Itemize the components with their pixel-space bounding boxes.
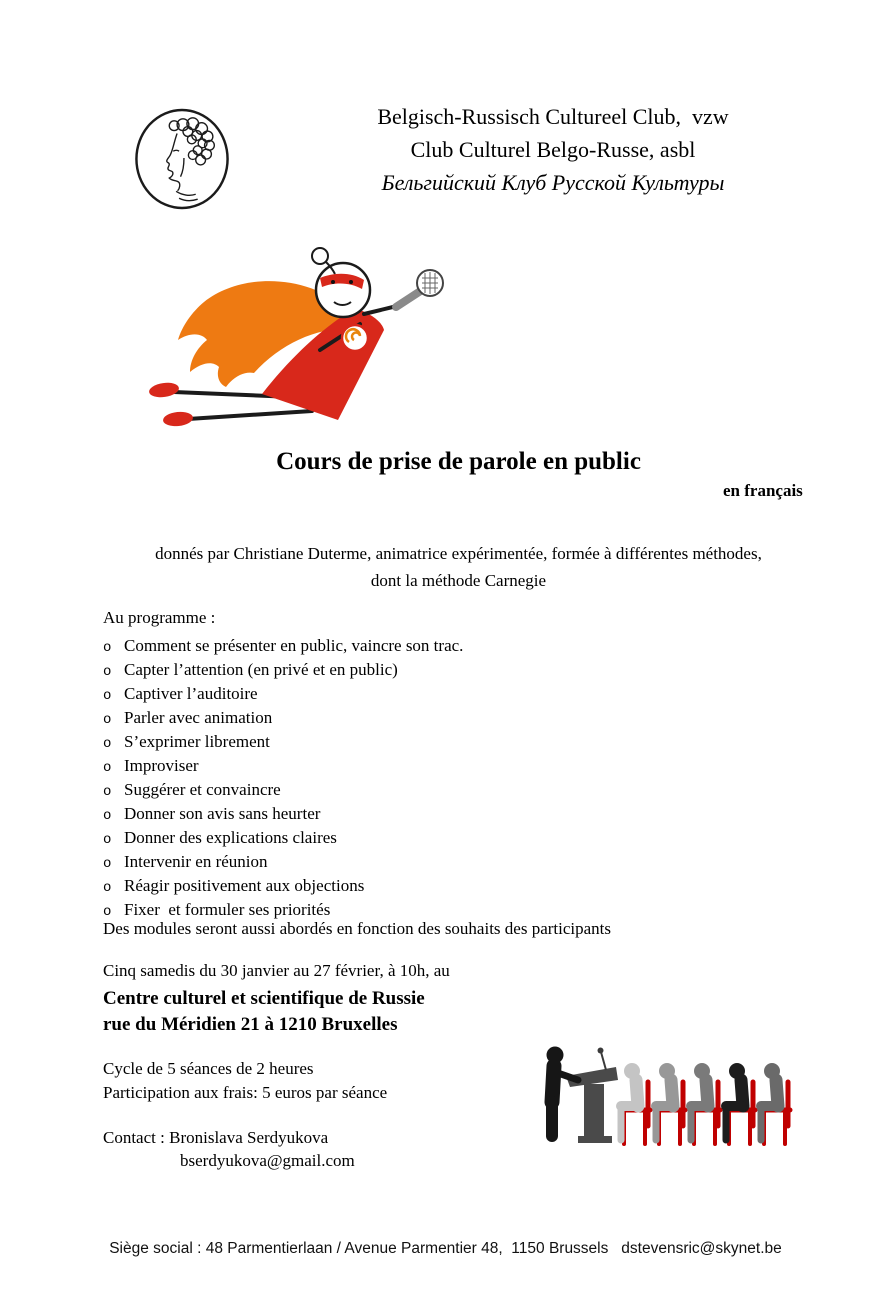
venue-name: Centre culturel et scientifique de Russie bbox=[103, 988, 425, 1009]
program-list bbox=[103, 635, 703, 923]
pushkin-portrait-icon bbox=[133, 107, 231, 211]
speaker-silhouette bbox=[547, 1047, 579, 1137]
shoe bbox=[162, 410, 193, 427]
club-logo bbox=[133, 107, 231, 211]
program-item-text: Improviser bbox=[124, 756, 199, 775]
org-name-dutch: Belgisch-Russisch Cultureel Club, vzw bbox=[377, 104, 729, 129]
presenter-intro bbox=[13, 540, 891, 594]
club-header bbox=[246, 100, 860, 199]
lectern-microphone bbox=[601, 1052, 606, 1070]
program-item-text: Capter l’attention (en privé et en public) bbox=[124, 660, 398, 679]
cycle-info: Cycle de 5 séances de 2 heures bbox=[103, 1059, 314, 1078]
program-item bbox=[103, 659, 703, 683]
program-item bbox=[103, 707, 703, 731]
audience-member bbox=[760, 1063, 790, 1144]
program-item-text: Donner des explications claires bbox=[124, 828, 337, 847]
leg-lower bbox=[188, 411, 312, 419]
bullet-marker: o bbox=[103, 784, 112, 800]
bullet-marker: o bbox=[103, 688, 112, 704]
bullet-marker: o bbox=[103, 736, 112, 752]
org-name-russian: Бельгийский Клуб Русской Культуры bbox=[381, 170, 725, 195]
audience-member bbox=[725, 1063, 755, 1144]
contact-email: bserdyukova@gmail.com bbox=[180, 1151, 355, 1170]
venue-address: rue du Méridien 21 à 1210 Bruxelles bbox=[103, 1014, 398, 1035]
contact-block bbox=[103, 1126, 553, 1172]
org-name-french: Club Culturel Belgo-Russe, asbl bbox=[410, 137, 696, 162]
program-item bbox=[103, 683, 703, 707]
microphone-icon bbox=[417, 270, 443, 296]
language-note: en français bbox=[723, 481, 803, 500]
audience-member bbox=[655, 1063, 685, 1144]
bullet-marker: o bbox=[103, 664, 112, 680]
program-item bbox=[103, 875, 703, 899]
program-item bbox=[103, 827, 703, 851]
program-item bbox=[103, 755, 703, 779]
program-item-text: Parler avec animation bbox=[124, 708, 273, 727]
bullet-marker: o bbox=[103, 640, 112, 656]
hair-bun bbox=[312, 248, 328, 264]
head bbox=[316, 263, 370, 317]
shoe bbox=[148, 381, 180, 399]
venue-block bbox=[103, 986, 703, 1038]
audience-member bbox=[620, 1063, 650, 1144]
contact-name: Contact : Bronislava Serdyukova bbox=[103, 1128, 329, 1147]
fee-info: Participation aux frais: 5 euros par séance bbox=[103, 1083, 388, 1102]
program-item-text: Comment se présenter en public, vaincre son trac. bbox=[124, 636, 464, 655]
program-item-text: S’exprimer librement bbox=[124, 732, 270, 751]
bullet-marker: o bbox=[103, 760, 112, 776]
program-item bbox=[103, 731, 703, 755]
program-item bbox=[103, 779, 703, 803]
speaker-audience-icon bbox=[528, 1044, 800, 1146]
page-title: Cours de prise de parole en public bbox=[276, 448, 641, 475]
audience-illustration bbox=[528, 1044, 800, 1146]
program-item bbox=[103, 635, 703, 659]
bullet-marker: o bbox=[103, 856, 112, 872]
microphone-handle bbox=[396, 290, 422, 307]
bullet-marker: o bbox=[103, 880, 112, 896]
audience-member bbox=[690, 1063, 720, 1144]
program-item-text: Fixer et formuler ses priorités bbox=[124, 900, 331, 919]
program-item-text: Intervenir en réunion bbox=[124, 852, 268, 871]
program-item bbox=[103, 851, 703, 875]
program-item-text: Captiver l’auditoire bbox=[124, 684, 258, 703]
program-item-text: Suggérer et convaincre bbox=[124, 780, 281, 799]
presenter-line-2: dont la méthode Carnegie bbox=[370, 571, 547, 590]
bullet-marker: o bbox=[103, 808, 112, 824]
modules-note: Des modules seront aussi abordés en fonction des souhaits des participants bbox=[103, 919, 612, 938]
chest-emblem bbox=[342, 325, 368, 351]
program-item-text: Réagir positivement aux objections bbox=[124, 876, 365, 895]
bullet-marker: o bbox=[103, 832, 112, 848]
schedule-dates: Cinq samedis du 30 janvier au 27 février, à 10h, au bbox=[103, 961, 450, 980]
session-details bbox=[103, 1057, 553, 1105]
presenter-line-1: donnés par Christiane Duterme, animatrice expérimentée, formée à différentes méthodes, bbox=[155, 544, 762, 563]
bullet-marker: o bbox=[103, 904, 112, 920]
program-item bbox=[103, 803, 703, 827]
flying-superwoman-icon bbox=[112, 226, 457, 440]
bullet-marker: o bbox=[103, 712, 112, 728]
program-item-text: Donner son avis sans heurter bbox=[124, 804, 321, 823]
superhero-illustration bbox=[112, 226, 457, 440]
footer-address: Siège social : 48 Parmentierlaan / Avenue Parmentier 48, 1150 Brussels dstevensric@skynet.be bbox=[109, 1240, 782, 1257]
program-heading: Au programme : bbox=[103, 608, 216, 627]
